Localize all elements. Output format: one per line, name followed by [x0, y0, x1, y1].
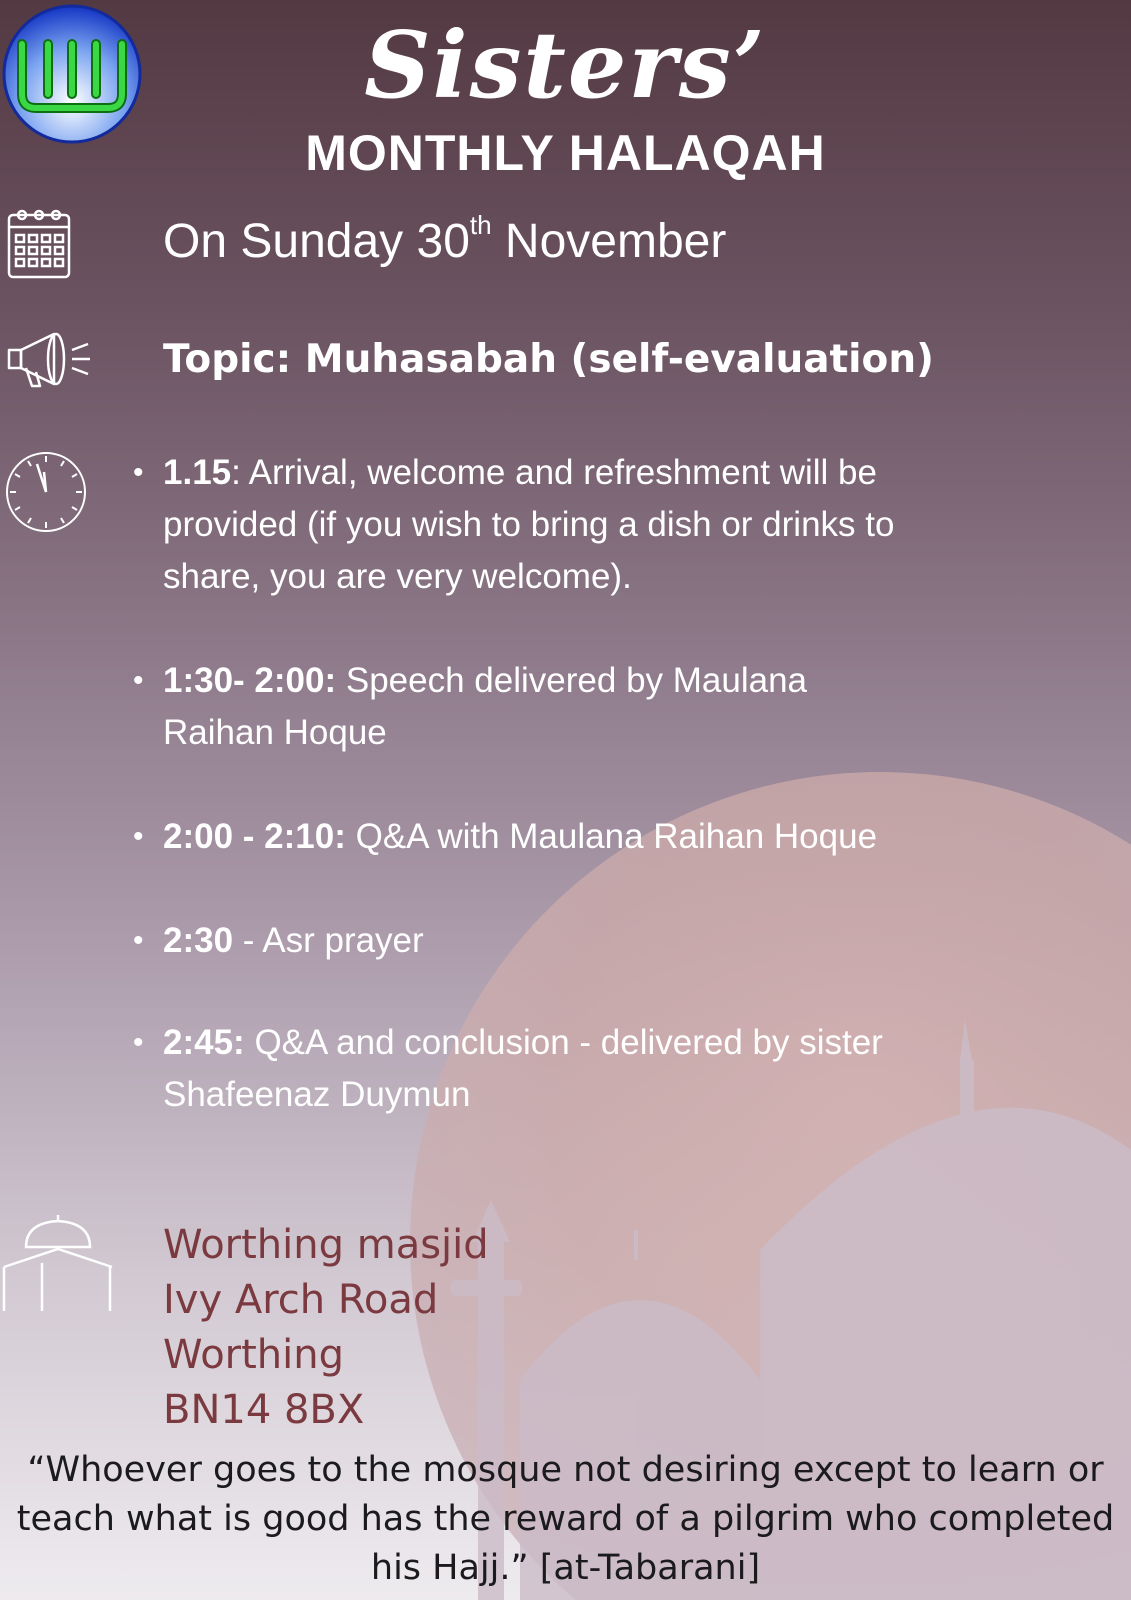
- schedule-sep: [245, 1023, 255, 1062]
- event-date-day: On Sunday 30: [163, 215, 470, 268]
- clock-icon: [4, 450, 88, 534]
- schedule-list: [133, 447, 913, 1121]
- schedule-text: Speech delivered by Maulana Raihan Hoque: [163, 661, 808, 752]
- poster-title: Sisters’: [364, 11, 767, 119]
- schedule-text: Q&A with Maulana Raihan Hoque: [355, 817, 878, 856]
- event-date-month: November: [491, 215, 727, 268]
- schedule-item: [133, 811, 913, 863]
- quote-line: teach what is good has the reward of a pilgrim who completed: [16, 1499, 1115, 1539]
- address-line: Worthing: [163, 1332, 345, 1378]
- address-line: BN14 8BX: [163, 1387, 365, 1433]
- schedule-sep: [346, 817, 356, 856]
- address-line: Ivy Arch Road: [163, 1277, 439, 1323]
- schedule-item: [133, 1017, 913, 1121]
- schedule-sep: :: [231, 453, 249, 492]
- address-line: Worthing masjid: [163, 1222, 489, 1268]
- event-topic: Topic: Muhasabah (self-evaluation): [163, 337, 934, 382]
- schedule-text: Asr prayer: [262, 921, 424, 960]
- megaphone-icon: [6, 330, 92, 388]
- mosque-dome-icon: [2, 1215, 114, 1311]
- schedule-item: [133, 655, 913, 759]
- schedule-item: [133, 447, 913, 603]
- schedule-time: 1.15: [163, 453, 232, 492]
- hadith-quote: [0, 1446, 1131, 1593]
- schedule-sep: -: [233, 921, 263, 960]
- schedule-time: 2:45:: [163, 1023, 245, 1062]
- schedule-item: [133, 915, 913, 967]
- schedule-time: 2:00 - 2:10:: [163, 817, 346, 856]
- schedule-time: 1:30- 2:00:: [163, 661, 337, 700]
- quote-line: “Whoever goes to the mosque not desiring except to learn or: [27, 1450, 1104, 1490]
- quote-line: his Hajj.” [at-Tabarani]: [370, 1548, 761, 1588]
- event-date: [163, 210, 727, 269]
- schedule-time: 2:30: [163, 921, 234, 960]
- schedule-sep: [336, 661, 346, 700]
- calendar-icon: [6, 207, 72, 279]
- poster-subtitle: MONTHLY HALAQAH: [305, 125, 826, 181]
- venue-address: [163, 1218, 489, 1438]
- schedule-text: Arrival, welcome and refreshment will be provided (if you wish to bring a dish or drinks to share, you are very welcome).: [163, 453, 895, 596]
- event-date-ordinal: th: [469, 210, 492, 240]
- schedule-text: Q&A and conclusion - delivered by sister Shafeenaz Duymun: [163, 1023, 883, 1114]
